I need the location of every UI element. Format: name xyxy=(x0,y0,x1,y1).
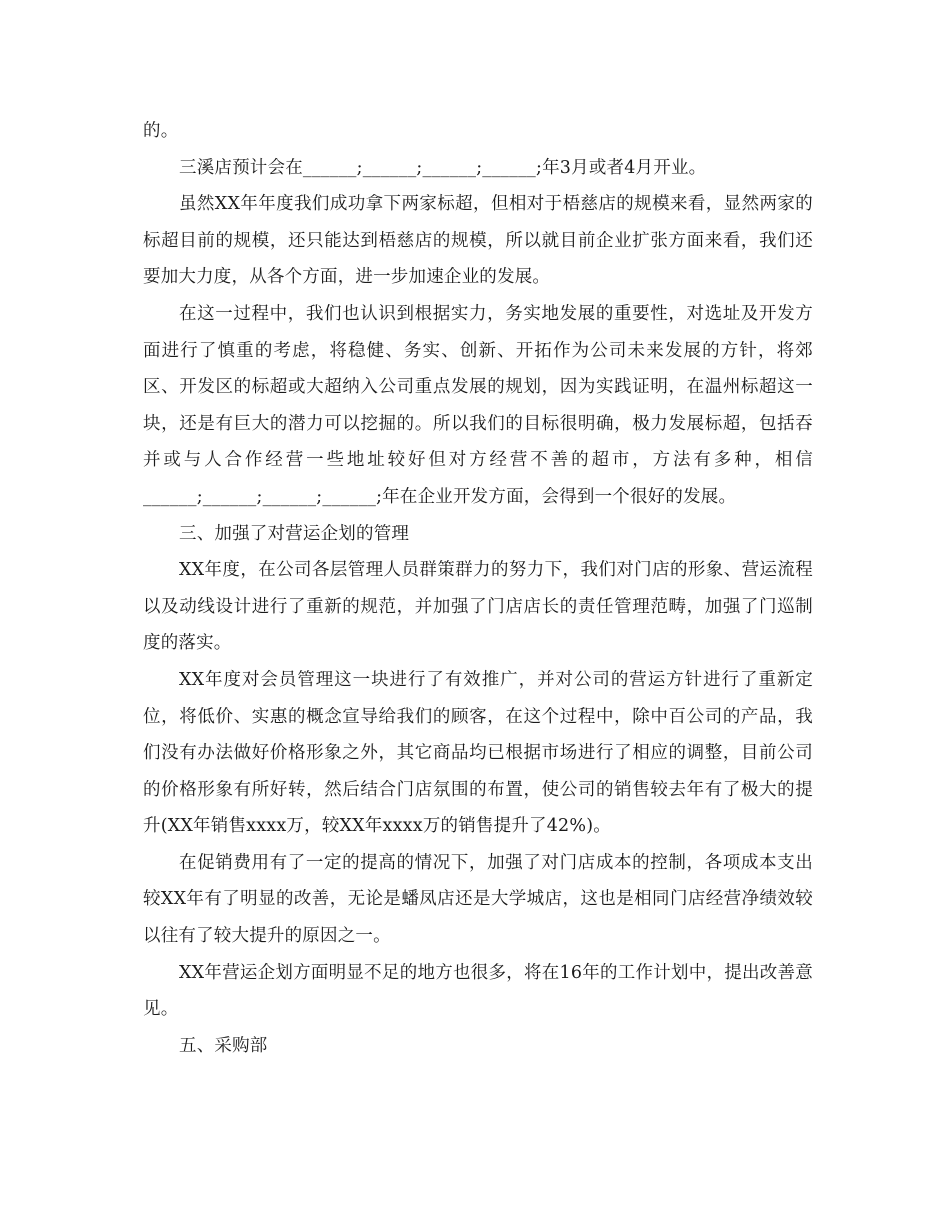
paragraph: 的。 xyxy=(143,121,179,141)
paragraph: XX年营运企划方面明显不足的地方也很多，将在16年的工作计划中，提出改善意见。 xyxy=(143,962,813,1020)
paragraph: 三溪店预计会在______;______;______;______;年3月或者4月开业。 xyxy=(179,157,707,178)
section-heading: 三、加强了对营运企划的管理 xyxy=(179,523,410,544)
paragraph: XX年度对会员管理这一块进行了有效推广，并对公司的营运方针进行了重新定位，将低价、实惠的概念宣导给我们的顾客，在这个过程中，除中百公司的产品，我们没有办法做好价格形象之外，其它商品均已根据市场进行了相应的调整，目前公司的价格形象有所好转，然后结合门店氛围的布置，使公司的销售较去年有了极大的提升(XX年销售xxxx万，较XX年xxxx万的销售提升了42%)。 xyxy=(143,669,813,837)
section-heading: 五、采购部 xyxy=(179,1035,268,1056)
paragraph: 在这一过程中，我们也认识到根据实力，务实地发展的重要性，对选址及开发方面进行了慎重的考虑，将稳健、务实、创新、开拓作为公司未来发展的方针，将郊区、开发区的标超或大超纳入公司重点发展的规划，因为实践证明，在温州标超这一块，还是有巨大的潜力可以挖掘的。所以我们的目标很明确，极力发展标超，包括吞并或与人合作经营一些地址较好但对方经营不善的超市，方法有多种，相信______;______;______;______;年在企业开发方面，会得到一个很好的发展。 xyxy=(143,303,813,507)
paragraph: 在促销费用有了一定的提高的情况下，加强了对门店成本的控制，各项成本支出较XX年有了明显的改善，无论是蟠凤店还是大学城店，这也是相同门店经营净绩效较以往有了较大提升的原因之一。 xyxy=(143,852,813,947)
paragraph: 虽然XX年年度我们成功拿下两家标超，但相对于梧慈店的规模来看，显然两家的标超目前的规模，还只能达到梧慈店的规模，所以就目前企业扩张方面来看，我们还要加大力度，从各个方面，进一步加速企业的发展。 xyxy=(143,194,813,288)
paragraph: XX年度，在公司各层管理人员群策群力的努力下，我们对门店的形象、营运流程以及动线设计进行了重新的规范，并加强了门店店长的责任管理范畴，加强了门巡制度的落实。 xyxy=(143,560,813,654)
document-body xyxy=(143,113,813,1064)
